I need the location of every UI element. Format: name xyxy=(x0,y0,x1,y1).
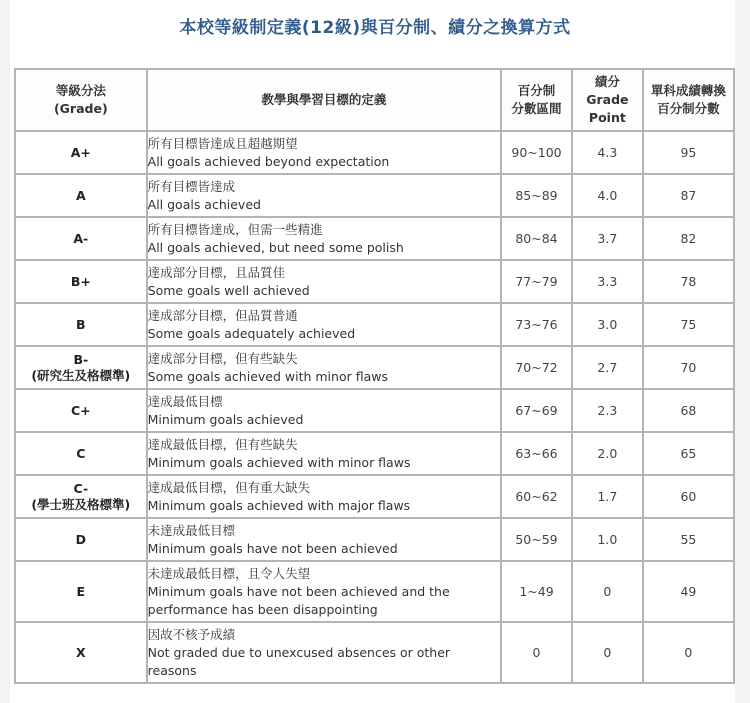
table-row xyxy=(15,303,734,346)
grade-cell xyxy=(15,174,147,217)
definition-en: Some goals achieved with minor flaws xyxy=(147,368,388,384)
header-grade-point xyxy=(572,69,643,131)
grade-point-cell: 1.0 xyxy=(572,518,643,561)
conversion-cell: 75 xyxy=(643,303,734,346)
conversion-cell: 0 xyxy=(643,622,734,683)
grade-cell xyxy=(15,217,147,260)
table-row xyxy=(15,217,734,260)
conversion-cell: 60 xyxy=(643,475,734,518)
table-row xyxy=(15,260,734,303)
range-cell: 0 xyxy=(501,622,572,683)
conversion-cell: 78 xyxy=(643,260,734,303)
grade-label: C xyxy=(76,445,86,461)
table-row xyxy=(15,131,734,174)
grade-point-cell: 2.0 xyxy=(572,432,643,475)
range-cell: 50~59 xyxy=(501,518,572,561)
range-cell: 63~66 xyxy=(501,432,572,475)
definition-cell xyxy=(147,622,501,683)
grade-point-cell: 4.0 xyxy=(572,174,643,217)
definition-cell xyxy=(147,346,501,389)
header-gp-line1: 績分 xyxy=(594,74,620,89)
table-row xyxy=(15,174,734,217)
definition-zh: 所有目標皆達成 xyxy=(147,178,236,194)
definition-en: Minimum goals achieved with major flaws xyxy=(147,497,411,513)
definition-en: All goals achieved xyxy=(147,196,261,212)
conversion-cell: 87 xyxy=(643,174,734,217)
definition-en: Not graded due to unexcused absences or other reasons xyxy=(147,644,451,678)
conversion-cell: 49 xyxy=(643,561,734,622)
grade-point-cell: 0 xyxy=(572,561,643,622)
header-definition: 教學與學習目標的定義 xyxy=(147,69,501,131)
table-header-row xyxy=(15,69,734,131)
grade-point-cell: 3.0 xyxy=(572,303,643,346)
table-row xyxy=(15,561,734,622)
definition-cell xyxy=(147,389,501,432)
header-range xyxy=(501,69,572,131)
definition-cell xyxy=(147,217,501,260)
header-conversion xyxy=(643,69,734,131)
definition-zh: 達成部分目標，且品質佳 xyxy=(147,264,286,280)
grade-label: A+ xyxy=(70,144,91,160)
grade-label: D xyxy=(75,531,87,547)
grade-label: A xyxy=(75,187,86,203)
definition-en: Minimum goals achieved with minor flaws xyxy=(147,454,411,470)
header-grade-zh: 等級分法 xyxy=(55,83,106,98)
page-title: 本校等級制定義(12級)與百分制、績分之換算方式 xyxy=(179,18,571,38)
range-cell: 80~84 xyxy=(501,217,572,260)
grade-point-cell: 2.3 xyxy=(572,389,643,432)
definition-zh: 達成部分目標，但品質普通 xyxy=(147,307,298,323)
table-row xyxy=(15,389,734,432)
definition-zh: 達成最低目標，但有重大缺失 xyxy=(147,479,311,495)
range-cell: 85~89 xyxy=(501,174,572,217)
definition-zh: 未達成最低目標 xyxy=(147,522,236,538)
grade-label: B xyxy=(76,316,86,332)
range-cell: 60~62 xyxy=(501,475,572,518)
definition-zh: 因故不核予成績 xyxy=(147,626,236,642)
definition-cell xyxy=(147,131,501,174)
conversion-cell: 95 xyxy=(643,131,734,174)
header-gp-line3: Point xyxy=(588,110,626,125)
grade-label: A- xyxy=(73,230,89,246)
grade-cell xyxy=(15,561,147,622)
table-row xyxy=(15,475,734,518)
definition-en: Some goals adequately achieved xyxy=(147,325,356,341)
grade-label: C- xyxy=(73,480,89,496)
definition-cell xyxy=(147,174,501,217)
definition-zh: 未達成最低目標，且令人失望 xyxy=(147,565,311,581)
definition-en: All goals achieved beyond expectation xyxy=(147,153,390,169)
definition-en: Minimum goals have not been achieved and the performance has been disappointing xyxy=(147,583,450,617)
grade-cell xyxy=(15,303,147,346)
grade-note: (研究生及格標準) xyxy=(31,367,131,383)
grade-point-cell: 4.3 xyxy=(572,131,643,174)
conversion-cell: 70 xyxy=(643,346,734,389)
header-range-line2: 分數區間 xyxy=(511,101,562,116)
conversion-cell: 55 xyxy=(643,518,734,561)
conversion-cell: 65 xyxy=(643,432,734,475)
definition-en: Minimum goals achieved xyxy=(147,411,304,427)
grade-conversion-table xyxy=(14,68,735,684)
grade-label: B+ xyxy=(70,273,91,289)
grade-label: E xyxy=(76,583,86,599)
grade-label: X xyxy=(76,644,86,660)
definition-en: All goals achieved, but need some polish xyxy=(147,239,404,255)
definition-cell xyxy=(147,260,501,303)
range-cell: 70~72 xyxy=(501,346,572,389)
definition-zh: 達成最低目標 xyxy=(147,393,223,409)
range-cell: 77~79 xyxy=(501,260,572,303)
header-conv-line1: 單科成績轉換 xyxy=(650,83,726,98)
table-row xyxy=(15,622,734,683)
definition-cell xyxy=(147,518,501,561)
definition-zh: 達成部分目標，但有些缺失 xyxy=(147,350,298,366)
grade-cell xyxy=(15,475,147,518)
grade-point-cell: 2.7 xyxy=(572,346,643,389)
definition-en: Some goals well achieved xyxy=(147,282,310,298)
table-row xyxy=(15,346,734,389)
grade-label: C+ xyxy=(70,402,91,418)
grade-cell xyxy=(15,346,147,389)
grade-cell xyxy=(15,622,147,683)
grade-cell xyxy=(15,389,147,432)
definition-cell xyxy=(147,303,501,346)
grade-cell xyxy=(15,432,147,475)
grade-point-cell: 3.7 xyxy=(572,217,643,260)
header-grade xyxy=(15,69,147,131)
definition-en: Minimum goals have not been achieved xyxy=(147,540,398,556)
grade-note: (學士班及格標準) xyxy=(31,496,131,512)
grade-cell xyxy=(15,518,147,561)
conversion-cell: 68 xyxy=(643,389,734,432)
table-row xyxy=(15,432,734,475)
range-cell: 67~69 xyxy=(501,389,572,432)
header-conv-line2: 百分制分數 xyxy=(657,101,720,116)
grade-cell xyxy=(15,260,147,303)
header-range-line1: 百分制 xyxy=(517,83,556,98)
header-grade-en: (Grade) xyxy=(53,101,108,116)
range-cell: 73~76 xyxy=(501,303,572,346)
grade-point-cell: 3.3 xyxy=(572,260,643,303)
range-cell: 90~100 xyxy=(501,131,572,174)
grade-point-cell: 1.7 xyxy=(572,475,643,518)
grade-point-cell: 0 xyxy=(572,622,643,683)
range-cell: 1~49 xyxy=(501,561,572,622)
grade-label: B- xyxy=(73,351,89,367)
definition-cell xyxy=(147,475,501,518)
header-gp-line2: Grade xyxy=(586,92,629,107)
table-row xyxy=(15,518,734,561)
definition-cell xyxy=(147,432,501,475)
definition-zh: 達成最低目標，但有些缺失 xyxy=(147,436,298,452)
definition-cell xyxy=(147,561,501,622)
definition-zh: 所有目標皆達成且超越期望 xyxy=(147,135,298,151)
conversion-cell: 82 xyxy=(643,217,734,260)
definition-zh: 所有目標皆達成，但需一些精進 xyxy=(147,221,323,237)
grade-cell xyxy=(15,131,147,174)
